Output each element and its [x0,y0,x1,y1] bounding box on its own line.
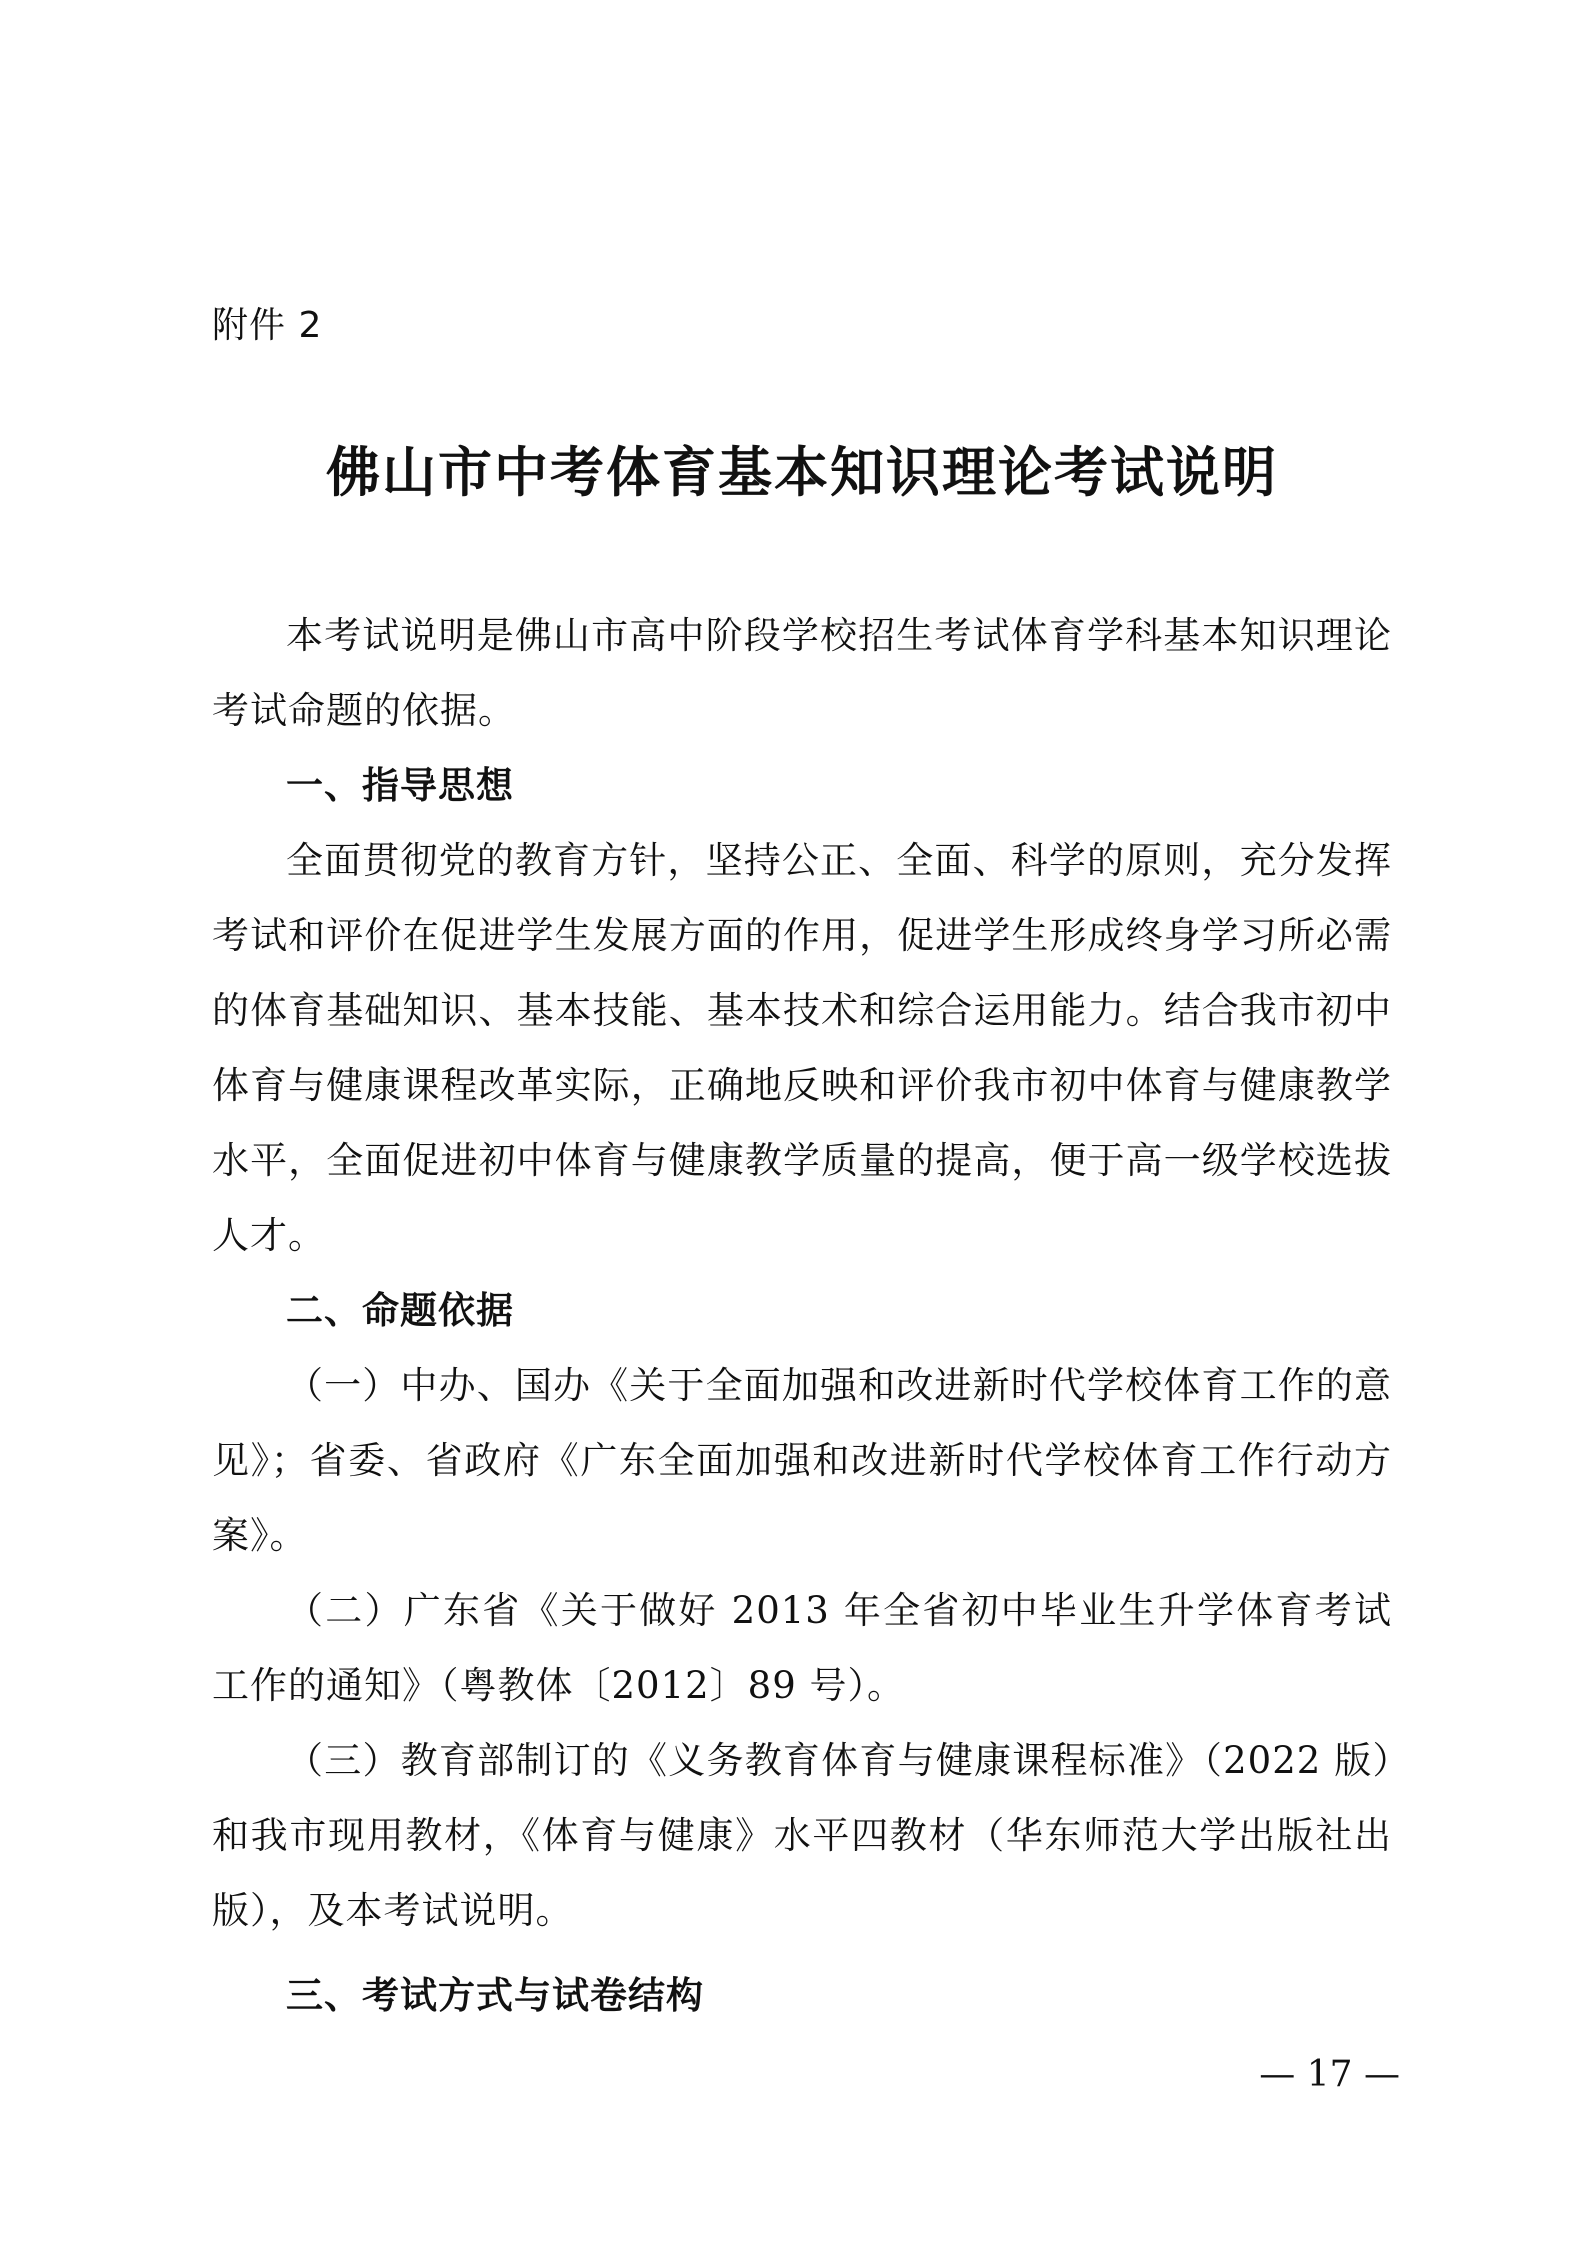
basis-item-3: （三）教育部制订的《义务教育体育与健康课程标准》（2022 版）和我市现用教材，《体育与健康》水平四教材（华东师范大学出版社出版），及本考试说明。 [212,1739,1392,1932]
intro-paragraph: 本考试说明是佛山市高中阶段学校招生考试体育学科基本知识理论考试命题的依据。 [212,614,1392,732]
section-heading-exam-format: 三、考试方式与试卷结构 [286,1974,704,2017]
section-heading-basis: 二、命题依据 [286,1289,514,1332]
attachment-label: 附件 2 [212,305,323,346]
page-number: — 17 — [1259,2054,1400,2095]
section-heading-guiding-ideology: 一、指导思想 [286,764,514,807]
document-body [212,598,1392,2033]
basis-item-2: （二）广东省《关于做好 2013 年全省初中毕业生升学体育考试工作的通知》（粤教体〔2012〕89 号）。 [212,1589,1392,1707]
basis-item-1: （一）中办、国办《关于全面加强和改进新时代学校体育工作的意见》；省委、省政府《广东全面加强和改进新时代学校体育工作行动方案》。 [212,1364,1392,1557]
guiding-ideology-paragraph: 全面贯彻党的教育方针，坚持公正、全面、科学的原则，充分发挥考试和评价在促进学生发展方面的作用，促进学生形成终身学习所必需的体育基础知识、基本技能、基本技术和综合运用能力。结合我市初中体育与健康课程改革实际，正确地反映和评价我市初中体育与健康教学水平，全面促进初中体育与健康教学质量的提高，便于高一级学校选拔人才。 [212,839,1392,1257]
document-title: 佛山市中考体育基本知识理论考试说明 [326,440,1278,504]
